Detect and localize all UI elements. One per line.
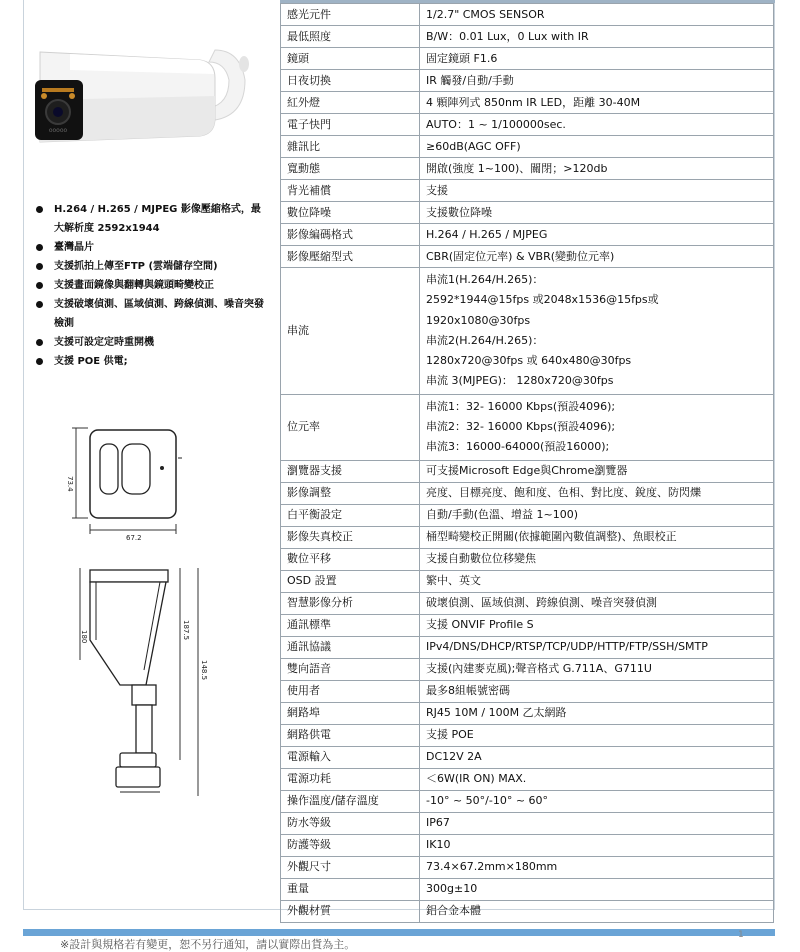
spec-key: 影像失真校正 [281,526,420,548]
dimension-label: 180 [80,630,88,644]
spec-value-line: 串流1：32- 16000 Kbps(預設4096); [426,399,616,413]
spec-row [281,26,774,48]
spec-row [281,92,774,114]
spec-row [281,724,774,746]
spec-value: 亮度、目標亮度、飽和度、色相、對比度、銳度、防閃爍 [420,482,774,504]
spec-value: DC12V 2A [420,746,774,768]
spec-value-line: 串流1(H.264/H.265)： [426,273,544,286]
dimension-label: 73.4 [66,476,74,492]
spec-value: 最多8組帳號密碼 [420,680,774,702]
spec-key: 日夜切換 [281,70,420,92]
spec-row [281,570,774,592]
feature-item: H.264 / H.265 / MJPEG 影像壓縮格式，最大解析度 2592x1944 [36,200,266,238]
spec-row [281,394,774,460]
feature-item: 支援 POE 供電; [36,352,266,371]
spec-key: 外觀材質 [281,900,420,922]
svg-text:ooooo: ooooo [48,127,68,134]
spec-value: 繁中、英文 [420,570,774,592]
footer-note: ※設計與規格若有變更，恕不另行通知，請以實際出貨為主。 [60,938,356,951]
spec-value: IK10 [420,834,774,856]
spec-key: 外觀尺寸 [281,856,420,878]
spec-row [281,768,774,790]
spec-row [281,856,774,878]
spec-value: -10° ~ 50°/-10° ~ 60° [420,790,774,812]
spec-key: 電源功耗 [281,768,420,790]
spec-value-line: 1920x1080@30fps [426,313,531,327]
spec-value: 300g±10 [420,878,774,900]
spec-key: 影像壓縮型式 [281,246,420,268]
spec-row [281,158,774,180]
spec-row [281,680,774,702]
spec-key: 重量 [281,878,420,900]
spec-value: ≥60dB(AGC OFF) [420,136,774,158]
feature-item: 支援抓拍上傳至FTP (雲端儲存空間) [36,257,266,276]
spec-value: 73.4×67.2mm×180mm [420,856,774,878]
spec-key: 智慧影像分析 [281,592,420,614]
spec-row [281,180,774,202]
spec-value: 開啟(強度 1~100)、關閉；>120db [420,158,774,180]
feature-item: 支援可設定定時重開機 [36,333,266,352]
feature-item: 支援破壞偵測、區域偵測、跨線偵測、噪音突發檢測 [36,295,266,333]
spec-value: 鋁合金本體 [420,900,774,922]
spec-value: ＜6W(IR ON) MAX. [420,768,774,790]
spec-key: 防護等級 [281,834,420,856]
spec-key: 白平衡設定 [281,504,420,526]
spec-row [281,48,774,70]
spec-key: 影像調整 [281,482,420,504]
spec-row [281,548,774,570]
spec-row [281,70,774,92]
spec-row [281,268,774,395]
spec-row [281,614,774,636]
spec-key: 網路埠 [281,702,420,724]
spec-row [281,246,774,268]
spec-key: 數位降噪 [281,202,420,224]
spec-key: 位元率 [281,394,420,460]
front-view-drawing [60,418,190,543]
spec-value: 支援自動數位位移變焦 [420,548,774,570]
dimension-label: 67.2 [126,534,142,542]
camera-photo [30,30,270,180]
spec-key: 電子快門 [281,114,420,136]
spec-value: CBR(固定位元率) & VBR(變動位元率) [420,246,774,268]
spec-value: AUTO：1 ~ 1/100000sec. [420,114,774,136]
spec-row [281,4,774,26]
spec-value: RJ45 10M / 100M 乙太網路 [420,702,774,724]
spec-key: OSD 設置 [281,570,420,592]
spec-key: 網路供電 [281,724,420,746]
feature-item: 臺灣晶片 [36,238,266,257]
spec-row [281,460,774,482]
spec-value: 破壞偵測、區域偵測、跨線偵測、噪音突發偵測 [420,592,774,614]
spec-value [420,394,774,460]
spec-key: 雙向語音 [281,658,420,680]
spec-value: 4 顆陣列式 850nm IR LED，距離 30-40M [420,92,774,114]
spec-value: 支援 ONVIF Profile S [420,614,774,636]
spec-key: 紅外燈 [281,92,420,114]
spec-row [281,592,774,614]
spec-value: H.264 / H.265 / MJPEG [420,224,774,246]
dimension-label: 148.5 [200,660,208,681]
spec-row [281,202,774,224]
spec-key: 鏡頭 [281,48,420,70]
feature-item: 支援畫面鏡像與翻轉與鏡頭畸變校正 [36,276,266,295]
spec-key: 最低照度 [281,26,420,48]
spec-key: 雜訊比 [281,136,420,158]
spec-value: 固定鏡頭 F1.6 [420,48,774,70]
spec-row [281,834,774,856]
spec-row [281,136,774,158]
spec-key: 操作溫度/儲存溫度 [281,790,420,812]
side-view-drawing [60,560,210,805]
spec-value: 支援數位降噪 [420,202,774,224]
feature-list [36,200,266,371]
spec-key: 背光補償 [281,180,420,202]
spec-key: 數位平移 [281,548,420,570]
spec-value: IR 觸發/自動/手動 [420,70,774,92]
spec-value: 桶型畸變校正開關(依據範圍內數值調整)、魚眼校正 [420,526,774,548]
spec-row [281,658,774,680]
spec-value-line: 串流2：32- 16000 Kbps(預設4096); [426,420,616,434]
spec-key: 串流 [281,268,420,395]
spec-key: 通訊標準 [281,614,420,636]
footer-bar [23,929,775,936]
spec-key: 影像編碼格式 [281,224,420,246]
spec-row [281,878,774,900]
spec-row [281,224,774,246]
spec-value: 可支援Microsoft Edge與Chrome瀏覽器 [420,460,774,482]
spec-key: 電源輸入 [281,746,420,768]
spec-key: 通訊協議 [281,636,420,658]
spec-value: IPv4/DNS/DHCP/RTSP/TCP/UDP/HTTP/FTP/SSH/SMTP [420,636,774,658]
spec-value-line: 串流2(H.264/H.265)： [426,333,544,347]
spec-row [281,482,774,504]
spec-value [420,268,774,395]
spec-row [281,790,774,812]
spec-row [281,114,774,136]
spec-row [281,746,774,768]
spec-value: 1/2.7" CMOS SENSOR [420,4,774,26]
spec-row [281,636,774,658]
spec-value: 自動/手動(色溫、增益 1~100) [420,504,774,526]
spec-key: 防水等級 [281,812,420,834]
spec-value: IP67 [420,812,774,834]
spec-value: 支援 POE [420,724,774,746]
spec-value: 支援 [420,180,774,202]
page-number: 1 [738,930,744,940]
dimension-label: 187.5 [182,620,190,641]
spec-row [281,504,774,526]
spec-key: 使用者 [281,680,420,702]
spec-row [281,812,774,834]
spec-value-line: 串流3：16000-64000(預設16000); [426,440,610,454]
spec-value-line: 串流 3(MJPEG)： 1280x720@30fps [426,374,614,388]
spec-value: 支援(內建麥克風);聲音格式 G.711A、G711U [420,658,774,680]
spec-row [281,900,774,922]
spec-value-line: 2592*1944@15fps 或2048x1536@15fps或 [426,293,659,307]
spec-row [281,526,774,548]
spec-row [281,702,774,724]
spec-value-line: 1280x720@30fps 或 640x480@30fps [426,354,632,368]
spec-key: 寬動態 [281,158,420,180]
spec-key: 感光元件 [281,4,420,26]
spec-key: 瀏覽器支援 [281,460,420,482]
spec-table [280,3,774,923]
spec-value: B/W：0.01 Lux，0 Lux with IR [420,26,774,48]
